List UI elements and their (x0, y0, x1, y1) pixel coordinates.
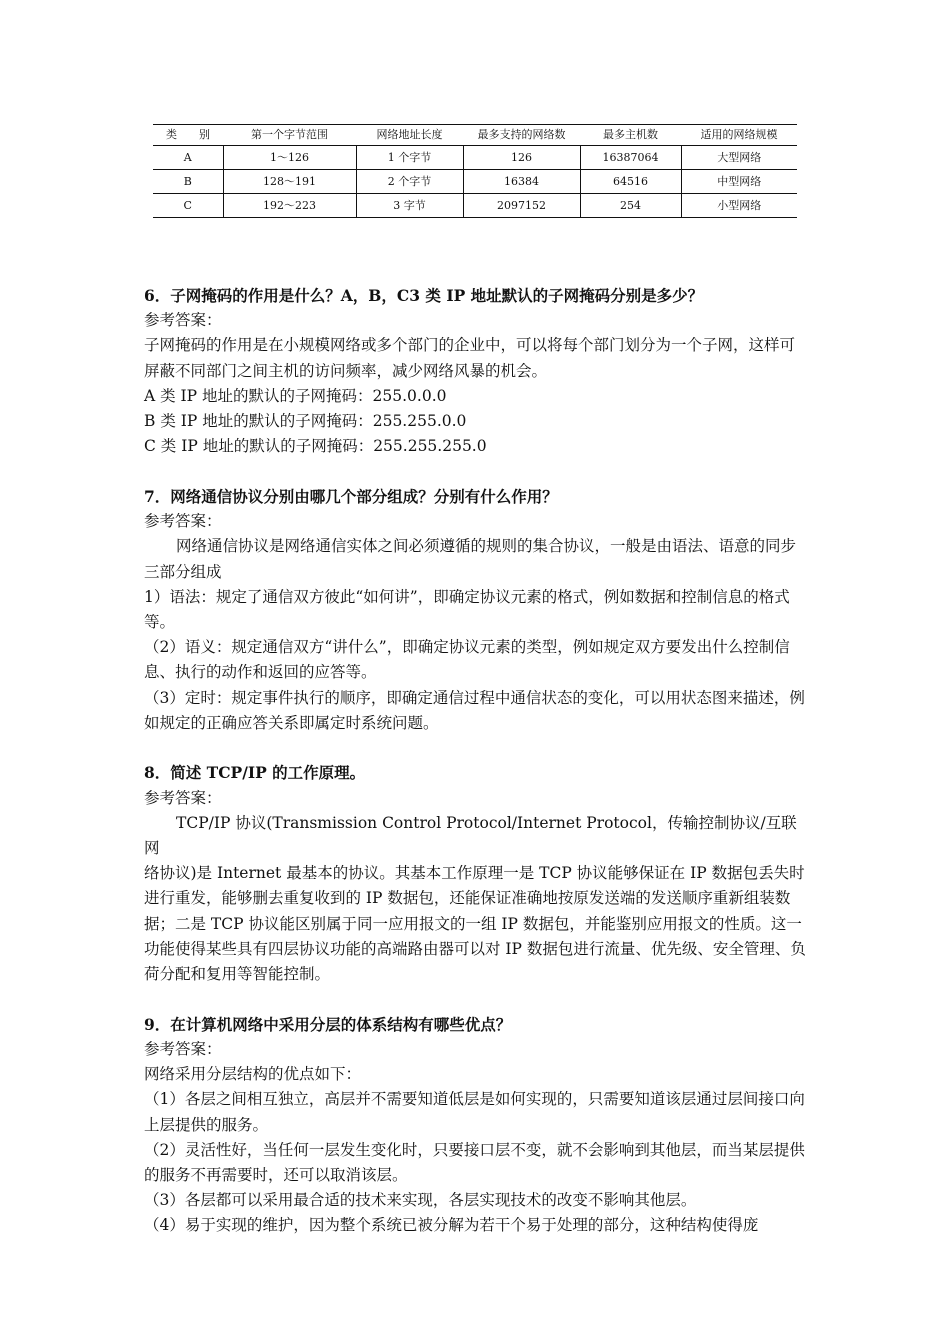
question-heading: 9．在计算机网络中采用分层的体系结构有哪些优点？ (144, 1014, 512, 1034)
answer-paragraph: （3）定时：规定事件执行的顺序，即确定通信过程中通信状态的变化，可以用状态图来描述，例如规定的正确应答关系即属定时系统问题。 (144, 688, 805, 732)
ip-class-table (153, 124, 797, 218)
answer-paragraph: C 类 IP 地址的默认的子网掩码：255.255.255.0 (144, 437, 487, 456)
table-row (153, 194, 797, 218)
answer-paragraph: （3）各层都可以采用最合适的技术来实现，各层实现技术的改变不影响其他层。 (144, 1191, 697, 1210)
table-cell: 126 (463, 146, 580, 170)
answer-paragraph: （1）各层之间相互独立，高层并不需要知道低层是如何实现的，只需要知道该层通过层间接口向上层提供的服务。 (144, 1090, 805, 1134)
table-cell: 2097152 (463, 194, 580, 218)
answer-paragraph: 子网掩码的作用是在小规模网络或多个部门的企业中，可以将每个部门划分为一个子网，这样可屏蔽不同部门之间主机的访问频率，减少网络风暴的机会。 (144, 336, 796, 380)
answer-paragraph: 网络通信协议是网络通信实体之间必须遵循的规则的集合协议，一般是由语法、语意的同步三部分组成 (144, 537, 797, 581)
table-header-cell: 最多支持的网络数 (477, 128, 566, 141)
question-section-6 (144, 283, 808, 459)
answer-label: 参考答案： (144, 788, 222, 807)
document-body (144, 283, 808, 1239)
table-cell: C (183, 198, 192, 212)
question-heading: 8．简述 TCP/IP 的工作原理。 (144, 763, 366, 783)
table-row (153, 146, 797, 170)
table-cell: 254 (580, 194, 681, 218)
table-header-cell: 最多主机数 (603, 128, 658, 141)
table-cell: 64516 (580, 170, 681, 194)
table-cell: 16384 (463, 170, 580, 194)
table-cell: 1 个字节 (356, 146, 463, 170)
table-cell: 大型网络 (681, 146, 797, 170)
table-cell: 128～191 (223, 170, 356, 194)
question-heading: 6．子网掩码的作用是什么？A，B，C3 类 IP 地址默认的子网掩码分别是多少？ (144, 286, 704, 305)
table-cell: 192～223 (223, 194, 356, 218)
table-cell: 16387064 (580, 146, 681, 170)
answer-label: 参考答案： (144, 1039, 222, 1058)
answer-paragraph: （2）灵活性好，当任何一层发生变化时，只要接口层不变，就不会影响到其他层，而当某层提供的服务不再需要时，还可以取消该层。 (144, 1140, 805, 1184)
answer-label: 参考答案： (144, 512, 222, 531)
answer-paragraph: TCP/IP 协议(Transmission Control Protocol/Internet Protocol，传输控制协议/互联网 (144, 813, 797, 858)
answer-paragraph: 1）语法：规定了通信双方彼此“如何讲”，即确定协议元素的格式，例如数据和控制信息的格式等。 (144, 587, 790, 631)
answer-paragraph: （2）语义：规定通信双方“讲什么”，即确定协议元素的类型，例如规定双方要发出什么控制信息、执行的动作和返回的应答等。 (144, 638, 790, 682)
table-row (153, 170, 797, 194)
section-spacer (144, 459, 808, 484)
table-header-row (153, 125, 797, 146)
table-cell: A (183, 150, 192, 164)
answer-paragraph: （4）易于实现的维护，因为整个系统已被分解为若干个易于处理的部分，这种结构使得庞 (144, 1216, 759, 1235)
table-header-cell: 第一个字节范围 (251, 128, 328, 141)
question-section-9 (144, 1012, 808, 1239)
table-cell: B (183, 174, 192, 188)
section-spacer (144, 736, 808, 761)
answer-paragraph: 络协议)是 Internet 最基本的协议。其基本工作原理一是 TCP 协议能够保证在 IP 数据包丢失时进行重发，能够删去重复收到的 IP 数据包，还能保证准确地按原发送端的发送顺序重新组装数据；二是 TCP 协议能区别属于同一应用报文的一组 IP 数据包，并能鉴别应用报文的性质。这一功能使得某些具有四层协议功能的高端路由器可以对 IP 数据包进行流量、优先级、安全管理、负荷分配和复用等智能控制。 (144, 864, 806, 984)
section-spacer (144, 987, 808, 1012)
question-section-8 (144, 760, 808, 987)
answer-paragraph: A 类 IP 地址的默认的子网掩码：255.0.0.0 (144, 386, 447, 405)
question-heading: 7．网络通信协议分别由哪几个部分组成？分别有什么作用？ (144, 486, 558, 506)
table-cell: 2 个字节 (356, 170, 463, 194)
table-cell: 中型网络 (681, 170, 797, 194)
table-header-cell: 网络地址长度 (376, 128, 443, 141)
question-section-7 (144, 484, 808, 736)
answer-paragraph: B 类 IP 地址的默认的子网掩码：255.255.0.0 (144, 412, 467, 431)
table-cell: 3 字节 (356, 194, 463, 218)
table-header-cell: 适用的网络规模 (700, 128, 778, 141)
table-cell: 1～126 (223, 146, 356, 170)
answer-label: 参考答案： (144, 311, 222, 330)
table-cell: 小型网络 (681, 194, 797, 218)
answer-paragraph: 网络采用分层结构的优点如下： (144, 1065, 362, 1084)
table-header-cell: 类 别 (166, 128, 210, 141)
